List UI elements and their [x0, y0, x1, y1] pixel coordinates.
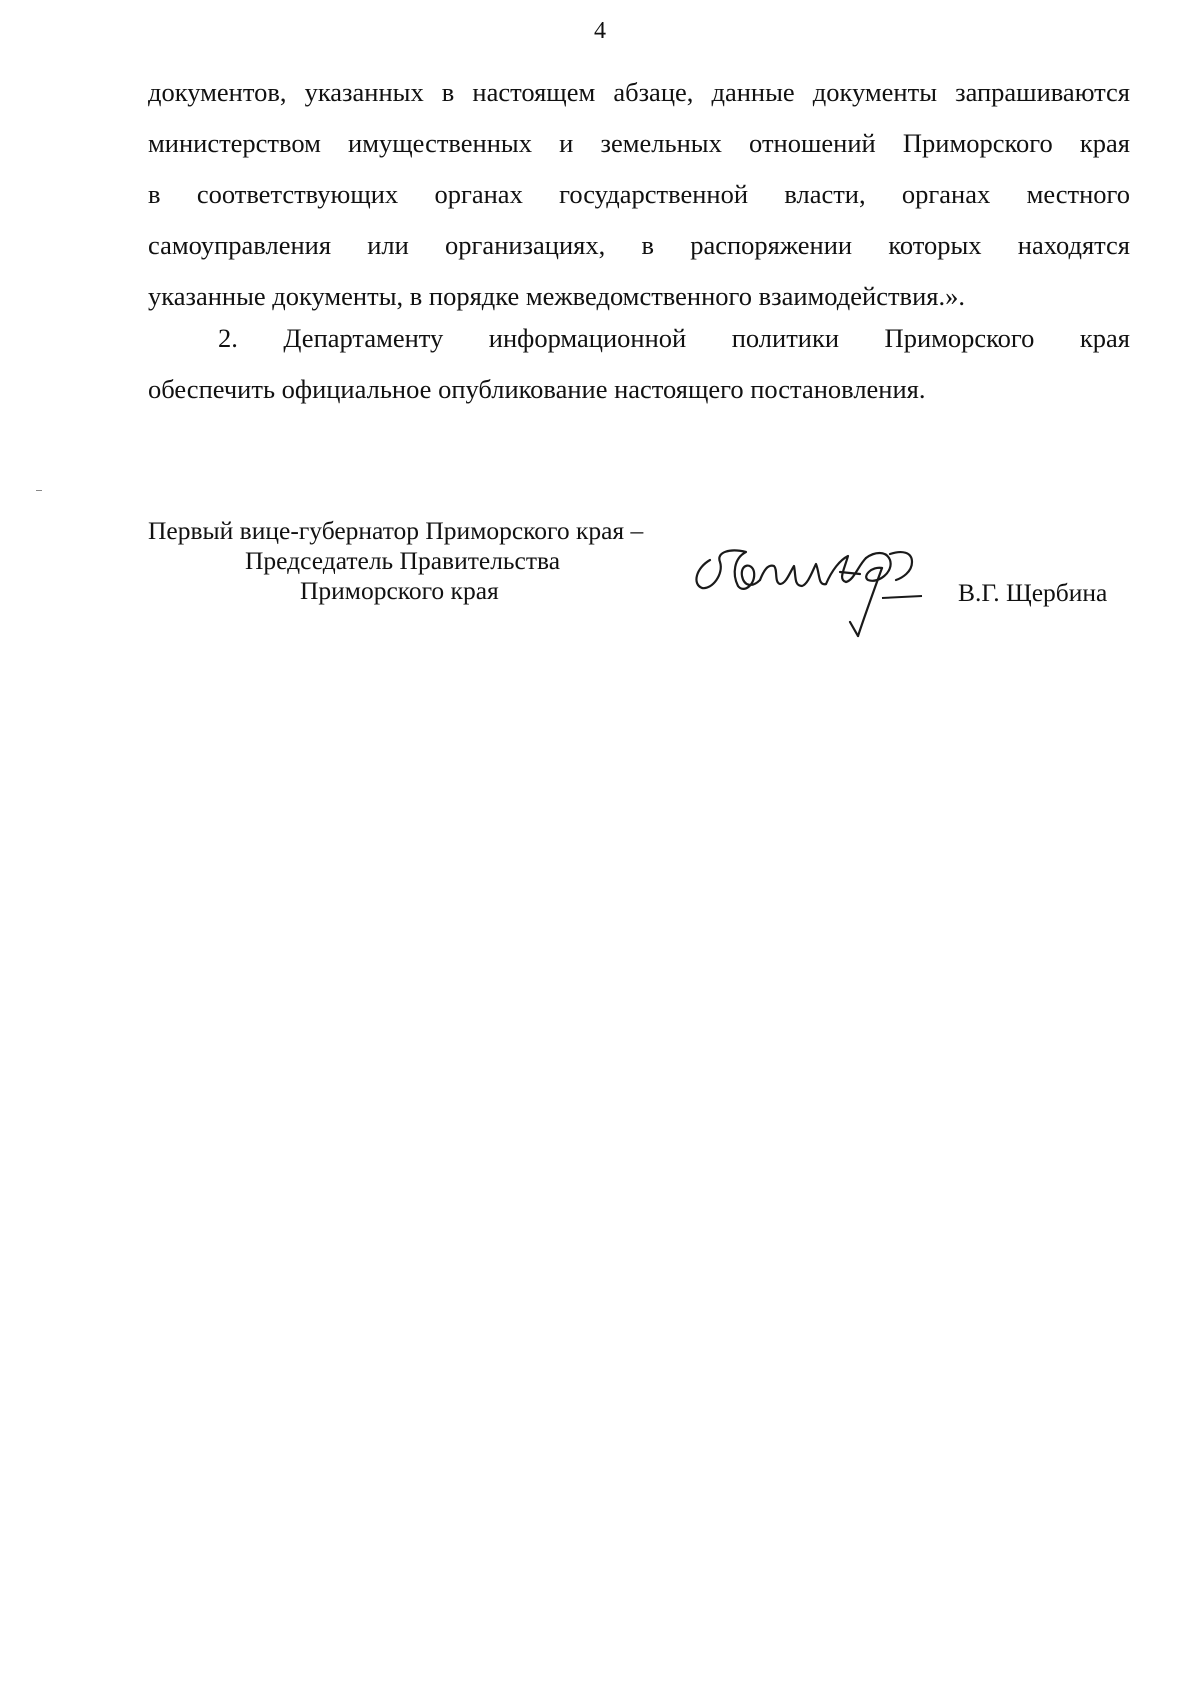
- signatory-title: [148, 516, 643, 606]
- handwritten-signature: [690, 540, 960, 650]
- text-line: в соответствующих органах государственной власти, органах местного: [148, 179, 1130, 209]
- paragraph-item-2: [148, 313, 1130, 415]
- page-number: 4: [594, 18, 606, 44]
- text-line: документов, указанных в настоящем абзаце, данные документы запрашиваются: [148, 77, 1130, 107]
- text-line: 2. Департаменту информационной политики Приморского края: [218, 323, 1130, 353]
- text-line: указанные документы, в порядке межведомственного взаимодействия.».: [148, 281, 965, 311]
- text-line: обеспечить официальное опубликование настоящего постановления.: [148, 374, 926, 404]
- signatory-title-line: Первый вице-губернатор Приморского края –: [148, 516, 644, 545]
- margin-mark: [36, 490, 42, 491]
- text-line: министерством имущественных и земельных отношений Приморского края: [148, 128, 1130, 158]
- signatory-name: В.Г. Щербина: [958, 578, 1108, 607]
- signatory-title-line: Председатель Правительства: [245, 546, 561, 575]
- text-line: самоуправления или организациях, в распоряжении которых находятся: [148, 230, 1130, 260]
- signatory-title-line: Приморского края: [300, 576, 499, 605]
- paragraph-continuation: [148, 67, 1130, 322]
